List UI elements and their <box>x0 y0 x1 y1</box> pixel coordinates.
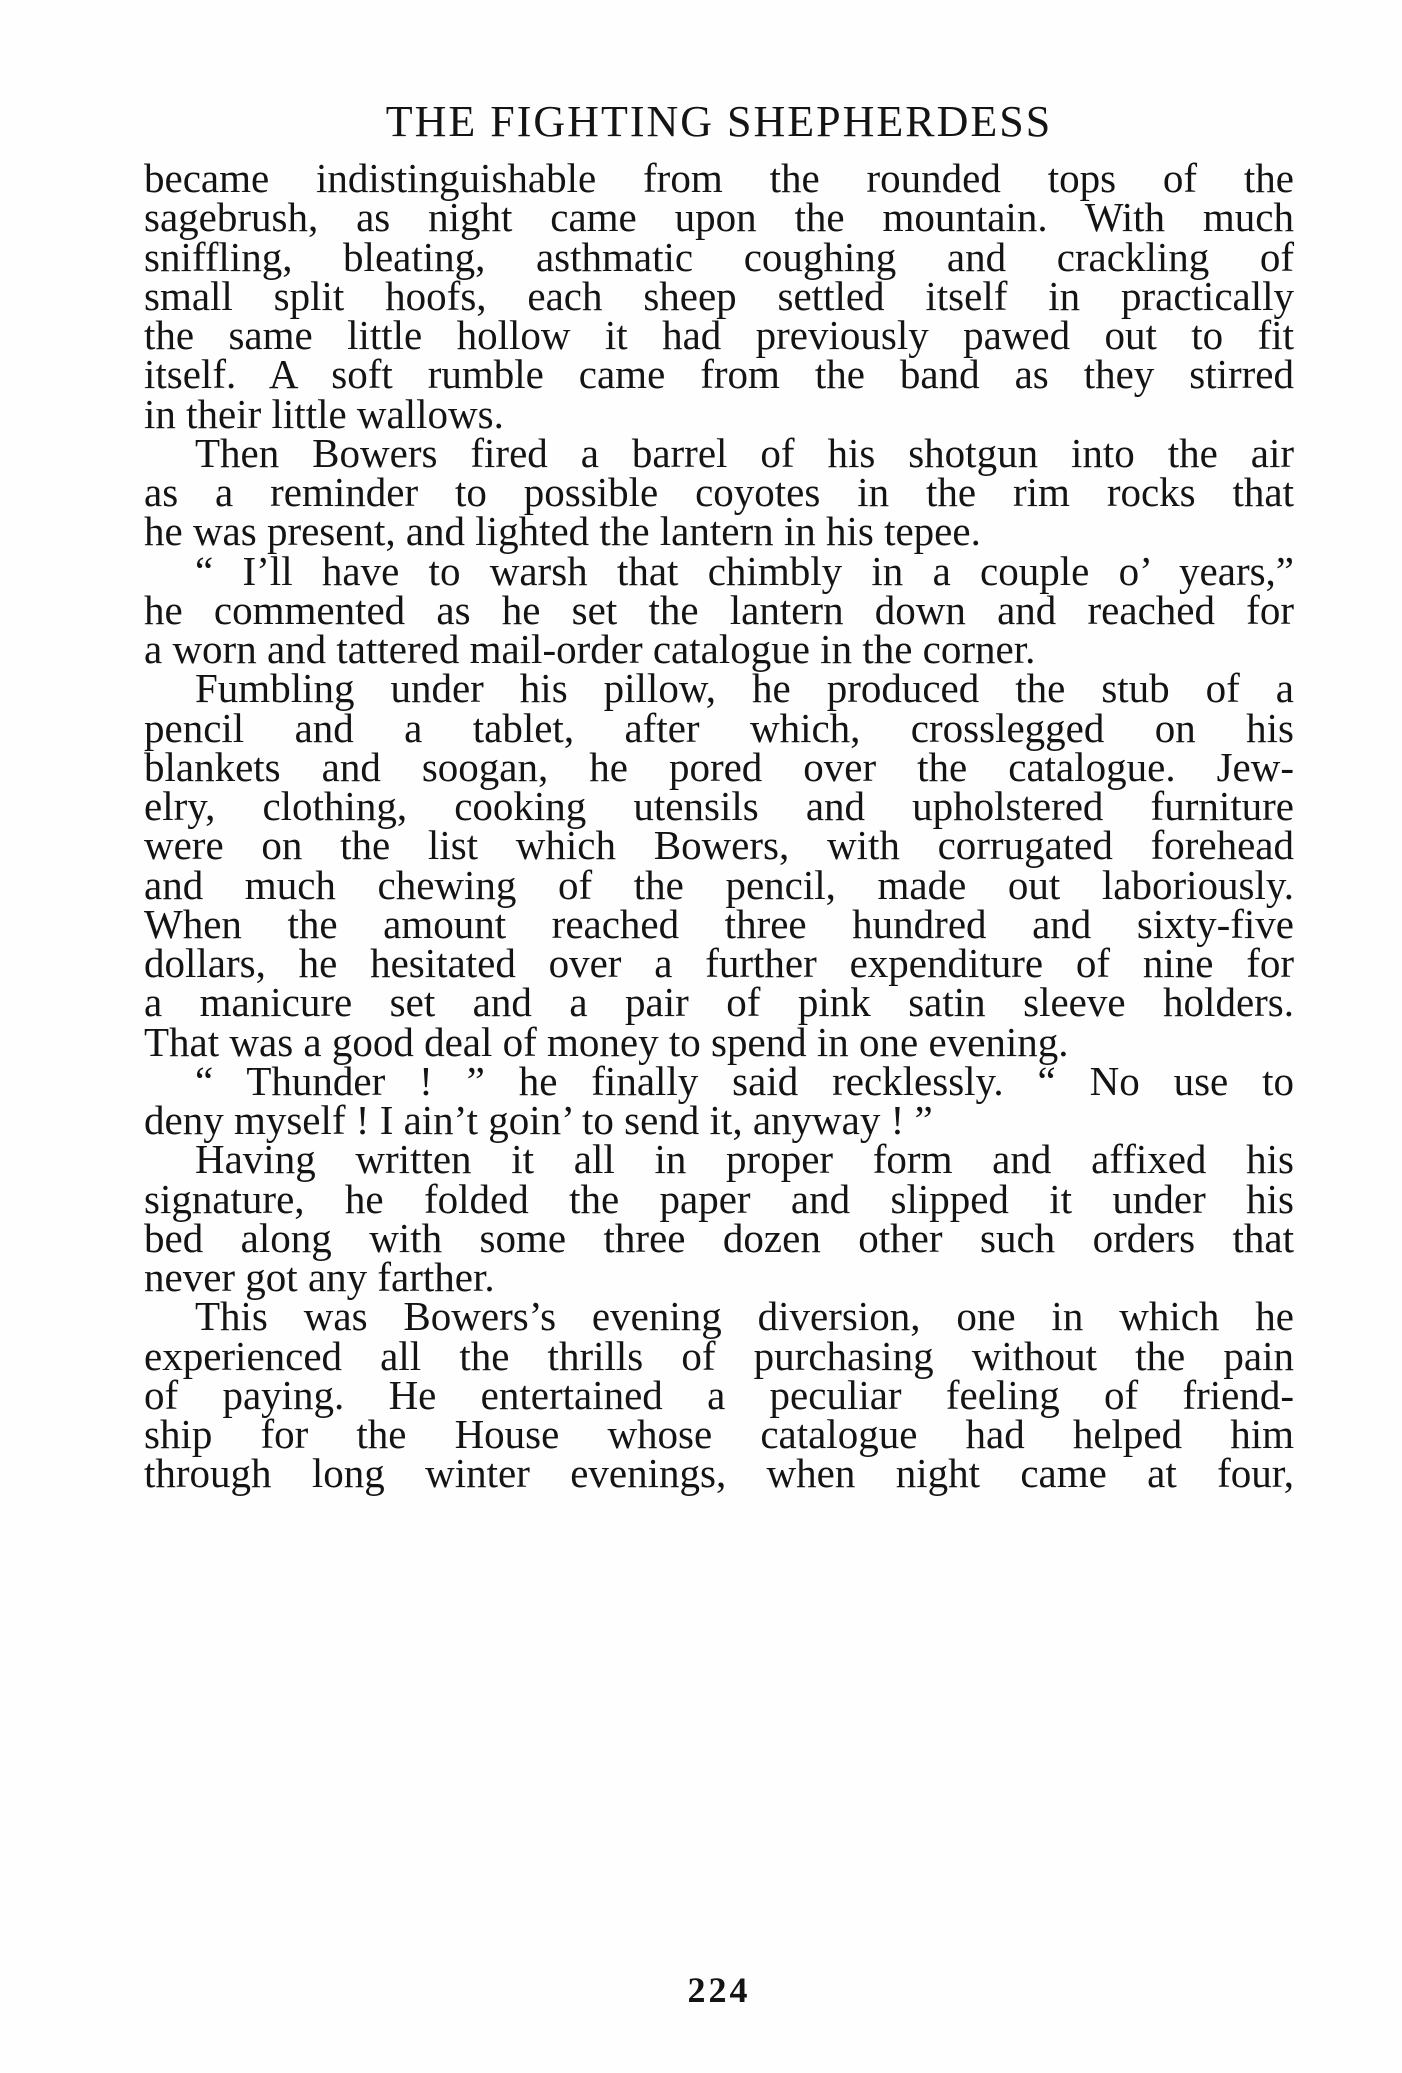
text-line: in their little wallows. <box>144 390 504 437</box>
text-line: sagebrush, as night came upon the mountain. With much <box>144 194 1294 241</box>
text-line: signature, he folded the paper and slipped it under his <box>144 1175 1294 1222</box>
text-line: a manicure set and a pair of pink satin sleeve holders. <box>144 979 1294 1026</box>
text-line: “ Thunder ! ” he finally said recklessly. “ No use to <box>195 1057 1294 1104</box>
text-line: Then Bowers fired a barrel of his shotgun into the air <box>195 429 1294 476</box>
text-line: sniffling, bleating, asthmatic coughing and crackling of <box>144 233 1294 280</box>
text-line: as a reminder to possible coyotes in the rim rocks that <box>144 469 1294 515</box>
text-line: he was present, and lighted the lantern in his tepee. <box>144 508 981 555</box>
text-line: of paying. He entertained a peculiar feeling of friend- <box>144 1371 1294 1418</box>
text-line: the same little hollow it had previously pawed out to fit <box>144 312 1294 358</box>
text-line: When the amount reached three hundred and sixty-five <box>144 900 1294 947</box>
text-line: Fumbling under his pillow, he produced the stub of a <box>195 665 1294 712</box>
running-head: THE FIGHTING SHEPHERDESS <box>385 97 1053 146</box>
page-number: 224 <box>687 1970 751 2010</box>
text-line: and much chewing of the pencil, made out laboriously. <box>144 861 1294 908</box>
text-line: That was a good deal of money to spend in one evening. <box>144 1018 1069 1065</box>
text-line: became indistinguishable from the rounded tops of the <box>144 155 1294 201</box>
text-line: never got any farther. <box>144 1254 495 1300</box>
text-line: experienced all the thrills of purchasing without the pain <box>144 1332 1294 1379</box>
text-line: ship for the House whose catalogue had helped him <box>144 1411 1294 1457</box>
text-line: Having written it all in proper form and affixed his <box>195 1136 1294 1183</box>
text-line: through long winter evenings, when night came at four, <box>144 1450 1294 1497</box>
text-line: he commented as he set the lantern down and reached for <box>144 586 1294 633</box>
text-line: small split hoofs, each sheep settled itself in practically <box>144 272 1294 319</box>
text-line: blankets and soogan, he pored over the catalogue. Jew- <box>144 743 1294 790</box>
text-line: dollars, he hesitated over a further expenditure of nine for <box>144 940 1294 986</box>
text-line: a worn and tattered mail-order catalogue in the corner. <box>144 626 1036 672</box>
text-line: This was Bowers’s evening diversion, one in which he <box>195 1293 1294 1340</box>
text-line: pencil and a tablet, after which, crosslegged on his <box>144 704 1294 751</box>
text-line: itself. A soft rumble came from the band as they stirred <box>144 351 1294 398</box>
text-line: bed along with some three dozen other such orders that <box>144 1214 1294 1261</box>
text-line: elry, clothing, cooking utensils and upholstered furniture <box>144 783 1294 829</box>
text-line: deny myself ! I ain’t goin’ to send it, anyway ! ” <box>144 1097 933 1143</box>
text-line: were on the list which Bowers, with corrugated forehead <box>144 822 1294 869</box>
text-line: “ I’ll have to warsh that chimbly in a couple o’ years,” <box>195 547 1294 594</box>
